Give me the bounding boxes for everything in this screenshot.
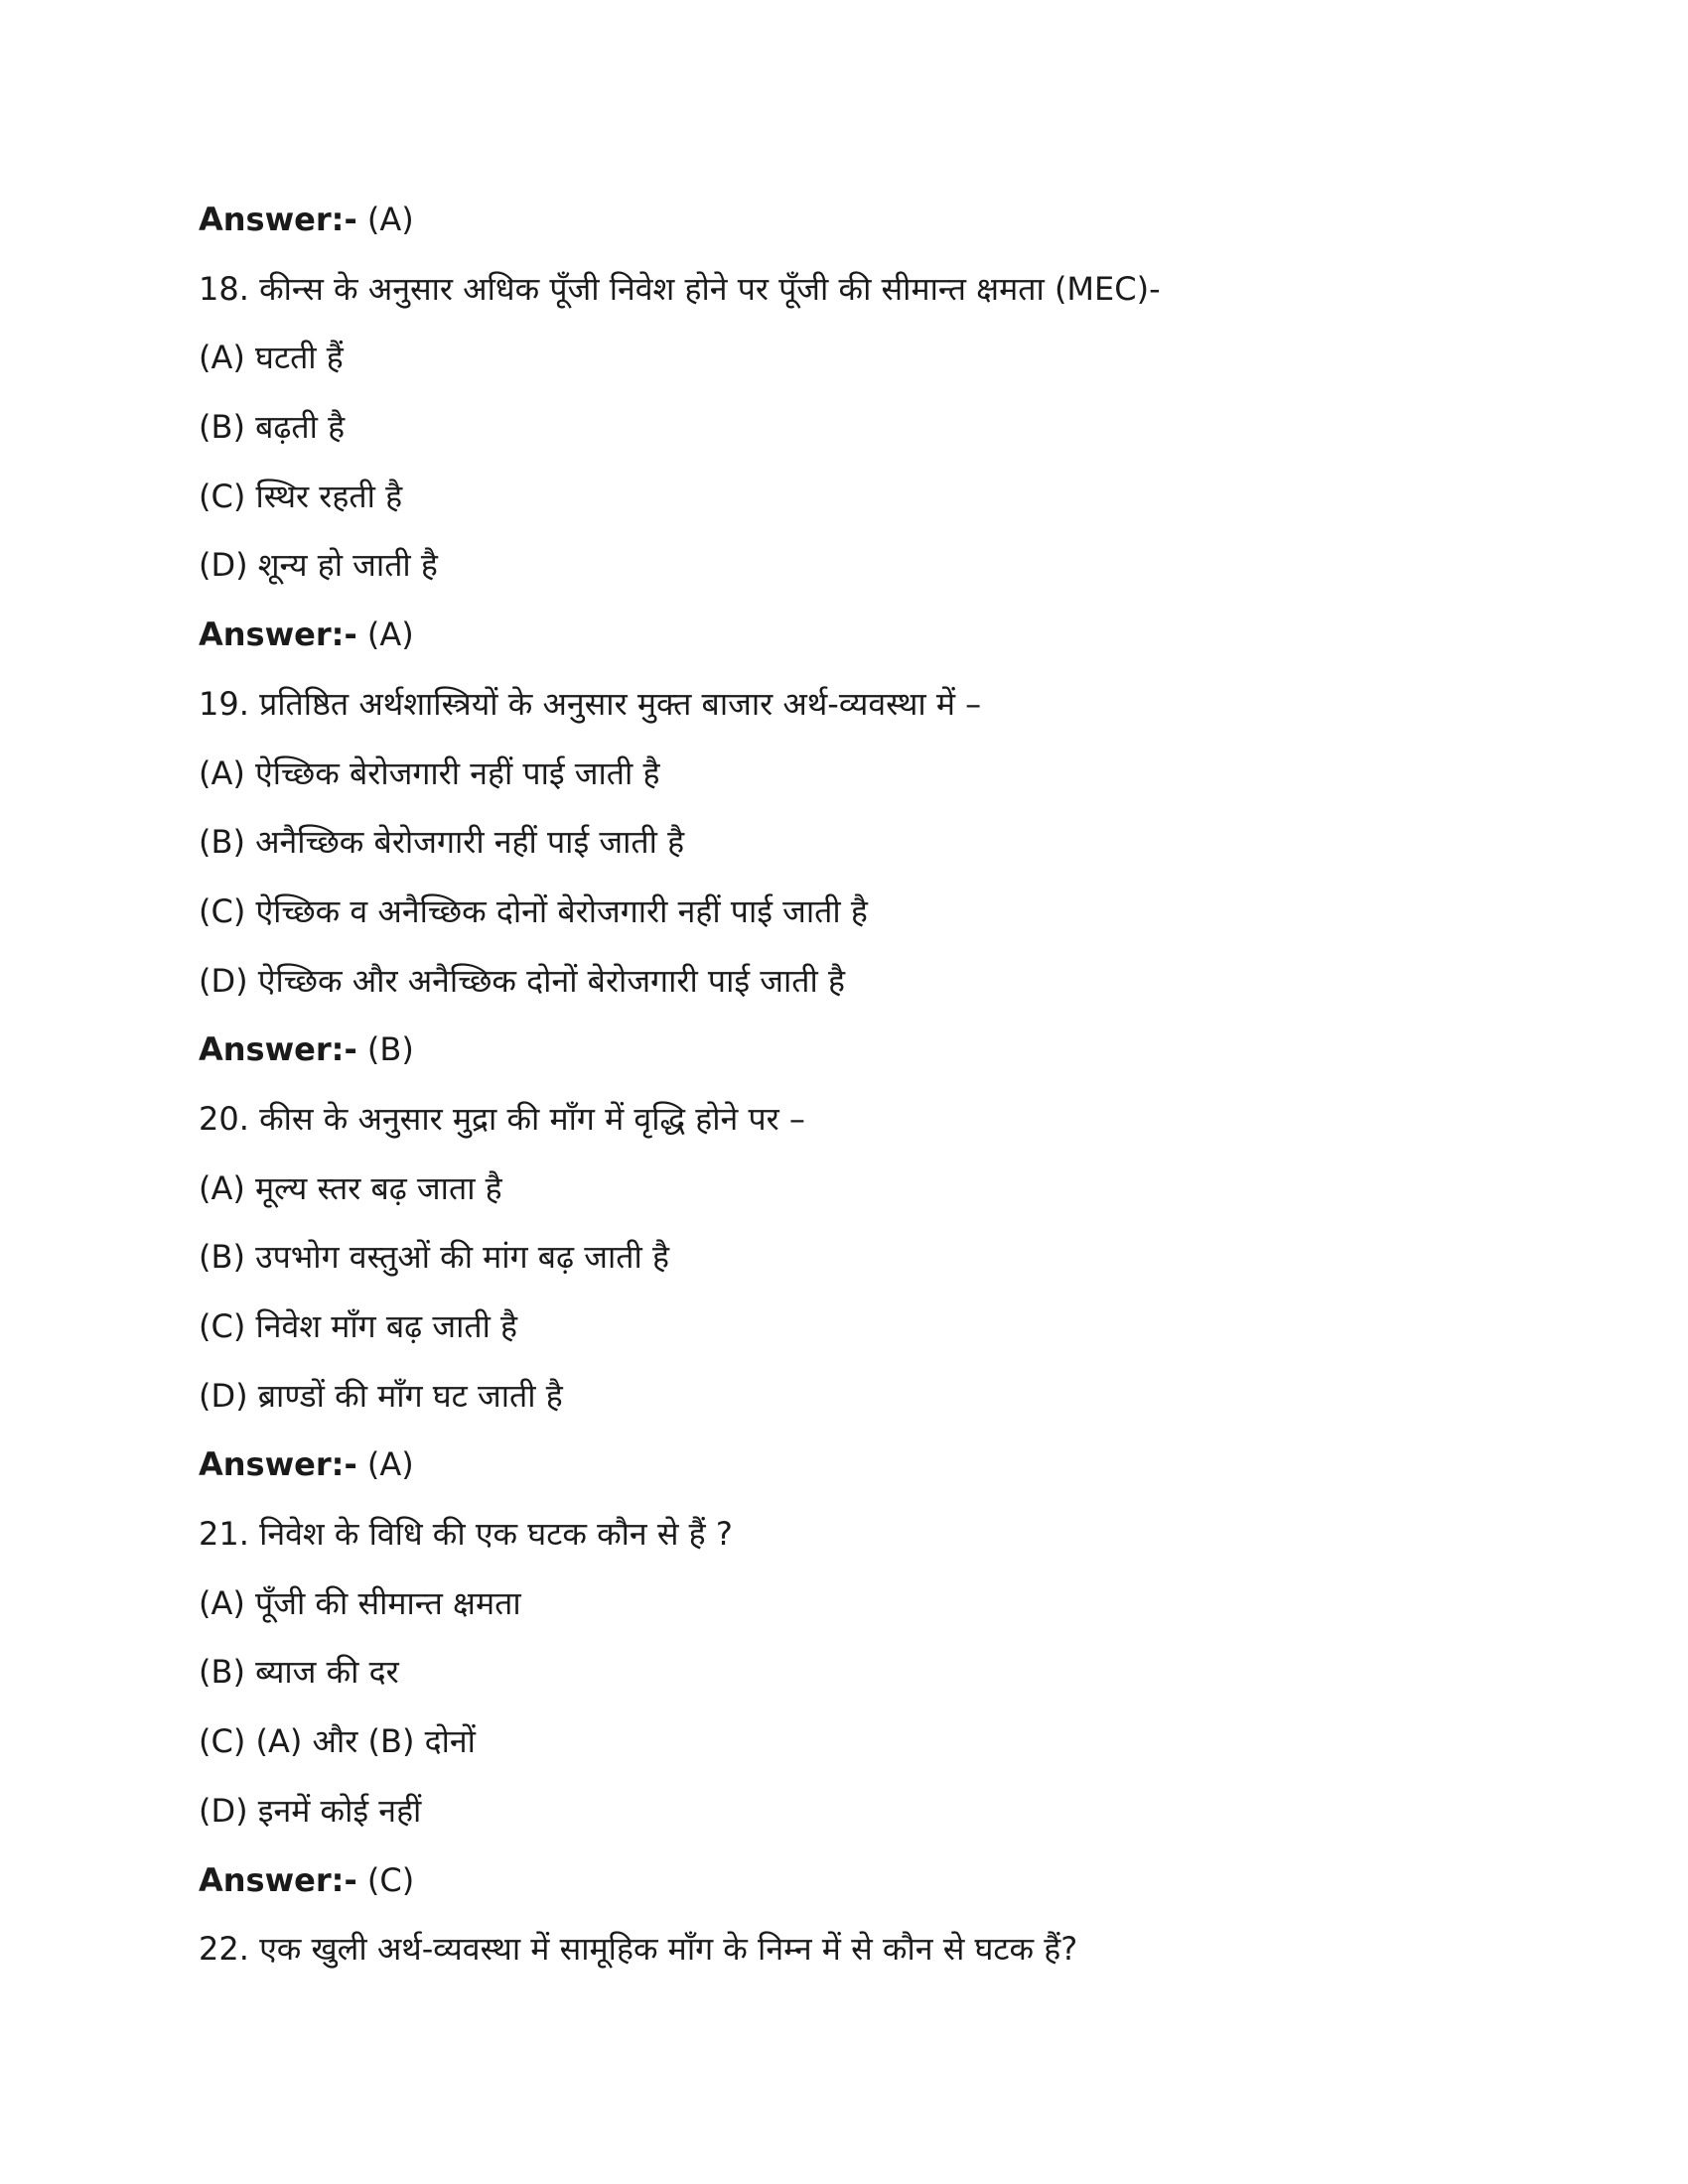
question-text: 18. कीन्स के अनुसार अधिक पूँजी निवेश होने पर पूँजी की सीमान्त क्षमता (MEC)- xyxy=(199,269,1161,308)
answer-value: (C) xyxy=(366,1860,415,1899)
answer-line xyxy=(199,1441,1509,1511)
question-text: 21. निवेश के विधि की एक घटक कौन से हैं ? xyxy=(199,1515,733,1554)
option-a: (A) घटती हैं xyxy=(199,339,344,377)
question-text: 19. प्रतिष्ठित अर्थशास्त्रियों के अनुसार मुक्त बाजार अर्थ-व्यवस्था में – xyxy=(199,684,982,723)
option-a: (A) मूल्य स्तर बढ़ जाता है xyxy=(199,1168,502,1207)
question-list xyxy=(199,197,1509,1995)
option-b: (B) बढ़ती है xyxy=(199,408,346,447)
option-a: (A) पूँजी की सीमान्त क्षमता xyxy=(199,1583,521,1622)
option-d: (D) इनमें कोई नहीं xyxy=(199,1791,422,1830)
answer-value: (A) xyxy=(366,201,414,238)
answer-line xyxy=(199,1857,1509,1927)
answer-label: Answer:- xyxy=(199,1445,357,1484)
option-b: (B) ब्याज की दर xyxy=(199,1653,399,1692)
answer-line xyxy=(199,1026,1509,1096)
question-text: 22. एक खुली अर्थ-व्यवस्था में सामूहिक माँग के निम्न में से कौन से घटक हैं? xyxy=(199,1930,1078,1969)
question-text: 20. कीस के अनुसार मुद्रा की माँग में वृद्धि होने पर – xyxy=(199,1099,805,1138)
option-a: (A) ऐच्छिक बेरोजगारी नहीं पाई जाती है xyxy=(199,753,660,792)
option-c: (C) (A) और (B) दोनों xyxy=(199,1722,476,1761)
option-c: (C) स्थिर रहती है xyxy=(199,477,403,515)
option-c: (C) ऐच्छिक व अनैच्छिक दोनों बेरोजगारी नहीं पाई जाती है xyxy=(199,891,868,930)
answer-value: (A) xyxy=(366,615,414,654)
option-d: (D) शून्य हो जाती है xyxy=(199,546,438,585)
answer-label: Answer:- xyxy=(199,201,357,238)
answer-value: (A) xyxy=(366,1445,414,1484)
answer-label: Answer:- xyxy=(199,1860,357,1899)
answer-label: Answer:- xyxy=(199,1030,357,1069)
answer-line xyxy=(199,197,1509,266)
answer-value: (B) xyxy=(366,1030,414,1069)
option-c: (C) निवेश माँग बढ़ जाती है xyxy=(199,1307,518,1345)
option-d: (D) ब्राण्डों की माँग घट जाती है xyxy=(199,1376,563,1415)
option-b: (B) अनैच्छिक बेरोजगारी नहीं पाई जाती है xyxy=(199,823,685,862)
option-b: (B) उपभोग वस्तुओं की मांग बढ़ जाती है xyxy=(199,1238,669,1277)
answer-line xyxy=(199,612,1509,681)
option-d: (D) ऐच्छिक और अनैच्छिक दोनों बेरोजगारी पाई जाती है xyxy=(199,961,845,1000)
answer-label: Answer:- xyxy=(199,615,357,654)
